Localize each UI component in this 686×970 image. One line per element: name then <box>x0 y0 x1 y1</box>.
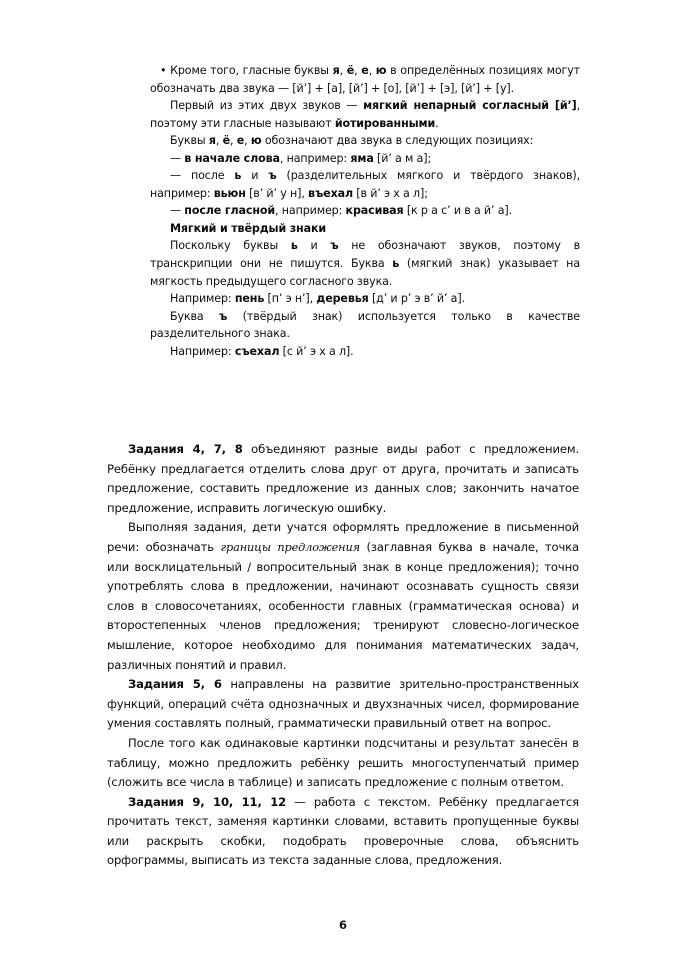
paragraph-after-counting <box>107 734 579 793</box>
page-number: 6 <box>338 918 347 932</box>
emphasis-text: е <box>361 64 369 77</box>
emphasis-text: йотированными <box>334 116 436 130</box>
text-run: Например: <box>170 292 235 306</box>
emphasis-text: после гласной <box>184 204 276 218</box>
emphasis-text: ъ <box>268 169 277 183</box>
emphasis-text: Мягкий и твёрдый знаки <box>170 221 327 235</box>
text-run: обозначают два звука в следующих позициях: <box>261 134 534 148</box>
text-run: , например: <box>275 204 346 218</box>
emphasis-text: ъ <box>330 239 339 253</box>
text-run: Поскольку буквы <box>170 239 291 253</box>
text-run: . <box>435 116 439 130</box>
paragraph-letters-positions-intro <box>150 132 580 150</box>
text-run: Например: <box>170 344 235 358</box>
paragraph-children-learn <box>107 518 579 675</box>
emphasis-text: ь <box>234 169 242 183</box>
text-run: Первый из этих двух звуков — <box>170 99 364 113</box>
emphasis-text: Задания 4, 7, 8 <box>128 442 243 456</box>
text-run: , <box>230 134 237 148</box>
paragraph-bullet-yotated <box>150 62 580 97</box>
emphasis-text: яма <box>350 151 374 165</box>
text-run: [к р а с’ и в а й’ а]. <box>403 204 513 218</box>
emphasis-text: я <box>208 134 216 148</box>
emphasis-text: ю <box>250 134 262 148</box>
paragraph-tasks-4-7-8 <box>107 440 579 518</box>
text-run: и <box>297 239 331 253</box>
paragraph-first-of-two-sounds <box>150 97 580 132</box>
text-run: , <box>215 134 223 148</box>
text-run: и <box>241 169 269 183</box>
text-run: — <box>170 204 185 218</box>
emphasis-text: Задания 5, 6 <box>128 677 222 692</box>
text-run: — <box>170 151 185 165</box>
text-run: , <box>368 64 376 77</box>
text-run: [в’ й’ у н], <box>245 186 309 200</box>
italic-term: границы предложения <box>220 540 360 554</box>
paragraph-signs-no-sound <box>150 237 580 290</box>
text-run: (разделительных мягкого и твёрдого знаков), например: <box>150 169 581 200</box>
emphasis-text: въехал <box>308 186 353 200</box>
paragraph-example-soft-sign <box>150 290 580 308</box>
paragraph-subheading-soft-hard-signs <box>150 220 580 238</box>
paragraph-tasks-5-6 <box>107 675 579 734</box>
emphasis-text: мягкий непарный согласный [й’] <box>363 99 577 113</box>
rules-block <box>150 62 580 360</box>
text-run: [й’ а м а]; <box>373 151 432 165</box>
emphasis-text: ь <box>392 257 400 271</box>
emphasis-text: пень <box>234 292 265 306</box>
emphasis-text: ъ <box>219 309 228 323</box>
text-run: (твёрдый знак) используется только в качестве разделительного знака. <box>150 309 580 341</box>
emphasis-text: Задания 9, 10, 11, 12 <box>128 794 287 809</box>
text-run: Выполняя задания, дети учатся оформлять предложение в письменной речи: обозначать <box>107 520 579 554</box>
text-run: — после <box>170 169 235 183</box>
paragraph-tasks-9-12 <box>107 793 579 871</box>
text-run: После того как одинаковые картинки подсчитаны и результат занесён в таблицу, можно предложить ребёнку решить многоступенчатый пример (сложить все числа в таблице) и записать предложение с полным ответом. <box>107 735 579 790</box>
text-run: , поэтому эти гласные называют <box>150 99 580 130</box>
emphasis-text: красивая <box>345 204 404 218</box>
emphasis-text: ю <box>375 64 387 77</box>
text-run: [с й’ э х а л]. <box>279 344 354 358</box>
text-run: • Кроме того, гласные буквы <box>160 64 333 77</box>
emphasis-text: съехал <box>234 344 280 358</box>
emphasis-text: вьюн <box>213 186 246 200</box>
text-run: [д’ и р’ э в’ й’ а]. <box>368 292 465 306</box>
emphasis-text: ё <box>346 64 355 77</box>
text-run: [п’ э н’], <box>264 292 317 306</box>
paragraph-hard-sign-usage <box>150 308 580 343</box>
emphasis-text: деревья <box>316 292 369 306</box>
text-run: объединяют разные виды работ с предложением. Ребёнку предлагается отделить слова друг от друга, прочитать и записать предложение, составить предложение из данных слов; закончить начатое предложение, исправить логическую ошибку. <box>107 442 579 515</box>
text-run: направлены на развитие зрительно-пространственных функций, операций счёта однозначных и двухзначных чисел, формирование умения составлять полный, грамматически правильный ответ на вопрос. <box>107 677 579 731</box>
emphasis-text: ё <box>222 134 231 148</box>
text-run: [в й’ э х а л]; <box>352 186 428 200</box>
text-run: , <box>354 64 362 77</box>
text-run: — работа с текстом. Ребёнку предлагается прочитать текст, заменяя картинки словами, вставить пропущенные буквы или раскрыть скобки, подобрать проверочные слова, объяснить орфограммы, выписать из текста заданные слова, предложения. <box>107 794 579 868</box>
commentary-block <box>107 440 579 871</box>
text-run: (заглавная буква в начале, точка или восклицательный / вопросительный знак в конце предложения); точно употреблять слова в предложении, начинают осознавать сущность связи слов в словосочетаниях, особенности главных (грамматическая основа) и второстепенных членов предложения; тренируют словесно-логическое мышление, которое необходимо для понимания математических задач, различных понятий и правил. <box>107 539 579 672</box>
paragraph-dash-after-signs <box>150 167 580 202</box>
paragraph-dash-after-vowel <box>150 202 580 220</box>
text-run: в определённых позициях могут обозначать два звука — [й’] + [а], [й’] + [о], [й’] + [э], [й’] + [у]. <box>150 64 580 95</box>
text-run: , например: <box>279 151 351 165</box>
text-run: , <box>339 64 347 77</box>
emphasis-text: ь <box>290 239 298 253</box>
text-run: , <box>244 134 251 148</box>
text-run: Буква <box>170 309 220 323</box>
text-run: не обозначают звуков, поэтому в транскрипции они не пишутся. Буква <box>150 239 581 271</box>
emphasis-text: в начале слова <box>184 151 280 165</box>
paragraph-example-hard-sign <box>150 343 580 361</box>
paragraph-dash-word-start <box>150 150 580 168</box>
text-run: (мягкий знак) указывает на мягкость предыдущего согласного звука. <box>150 257 580 288</box>
emphasis-text: я <box>332 64 340 77</box>
emphasis-text: е <box>236 134 245 148</box>
text-run: Буквы <box>170 134 209 148</box>
